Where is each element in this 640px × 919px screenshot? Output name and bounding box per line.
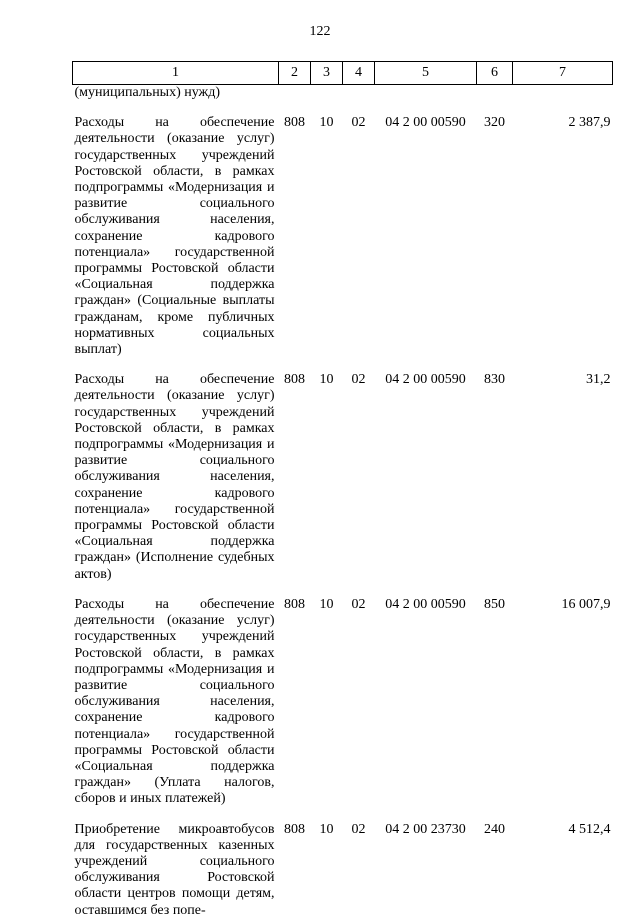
table-header-row	[73, 62, 613, 85]
row-col-4: 02	[351, 115, 366, 131]
row-col-3: 10	[319, 821, 334, 837]
row-description: Расходы на обеспечение деятельности (оказание услуг) государственных учреждений Ростовской области, в рамках подпрограммы «Модернизация и развитие социального обслуживания населения, сохранение кадрового потенциала» государственной программы Ростовской области «Социальная поддержка граждан» (Социальные выплаты гражданам, кроме публичных нормативных социальных выплат)	[74, 115, 275, 358]
budget-table	[72, 61, 613, 919]
row-col-3: 10	[319, 115, 334, 131]
row-amount: 16 007,9	[561, 596, 611, 612]
header-col-6: 6	[477, 62, 513, 85]
table-row	[73, 115, 613, 358]
page-number: 122	[309, 24, 331, 39]
row-amount: 2 387,9	[568, 115, 611, 131]
continuation-text: (муниципальных) нужд)	[74, 85, 221, 100]
row-col-2: 808	[284, 821, 305, 837]
row-amount: 31,2	[586, 372, 611, 388]
row-col-5: 04 2 00 00590	[385, 596, 466, 612]
header-col-2: 2	[279, 62, 311, 85]
row-col-6: 850	[484, 596, 505, 612]
row-col-2: 808	[284, 115, 305, 131]
header-col-3: 3	[311, 62, 343, 85]
row-col-4: 02	[351, 372, 366, 388]
row-col-5: 04 2 00 00590	[385, 115, 466, 131]
table-row	[73, 822, 613, 919]
table-row-continuation	[73, 85, 613, 102]
header-col-5: 5	[375, 62, 477, 85]
row-col-5: 04 2 00 23730	[385, 821, 466, 837]
header-col-7: 7	[513, 62, 613, 85]
header-col-1: 1	[73, 62, 279, 85]
row-col-4: 02	[351, 821, 366, 837]
table-row	[73, 372, 613, 583]
header-col-4: 4	[343, 62, 375, 85]
row-col-4: 02	[351, 596, 366, 612]
row-col-2: 808	[284, 596, 305, 612]
row-col-6: 830	[484, 372, 505, 388]
row-description: Расходы на обеспечение деятельности (оказание услуг) государственных учреждений Ростовской области, в рамках подпрограммы «Модернизация и развитие социального обслуживания населения, сохранение кадрового потенциала» государственной программы Ростовской области «Социальная поддержка граждан» (Уплата налогов, сборов и иных платежей)	[74, 596, 275, 807]
table-row	[73, 597, 613, 808]
row-col-2: 808	[284, 372, 305, 388]
row-col-5: 04 2 00 00590	[385, 372, 466, 388]
row-description: Расходы на обеспечение деятельности (оказание услуг) государственных учреждений Ростовской области, в рамках подпрограммы «Модернизация и развитие социального обслуживания населения, сохранение кадрового потенциала» государственной программы Ростовской области «Социальная поддержка граждан» (Исполнение судебных актов)	[74, 372, 275, 582]
row-description: Приобретение микроавтобусов для государственных казенных учреждений социального обслуживания Ростовской области центров помощи детям, оставшимся без попе-	[74, 821, 275, 918]
row-col-3: 10	[319, 372, 334, 388]
row-col-3: 10	[319, 596, 334, 612]
row-col-6: 320	[484, 115, 505, 131]
row-col-6: 240	[484, 821, 505, 837]
row-amount: 4 512,4	[568, 821, 611, 837]
